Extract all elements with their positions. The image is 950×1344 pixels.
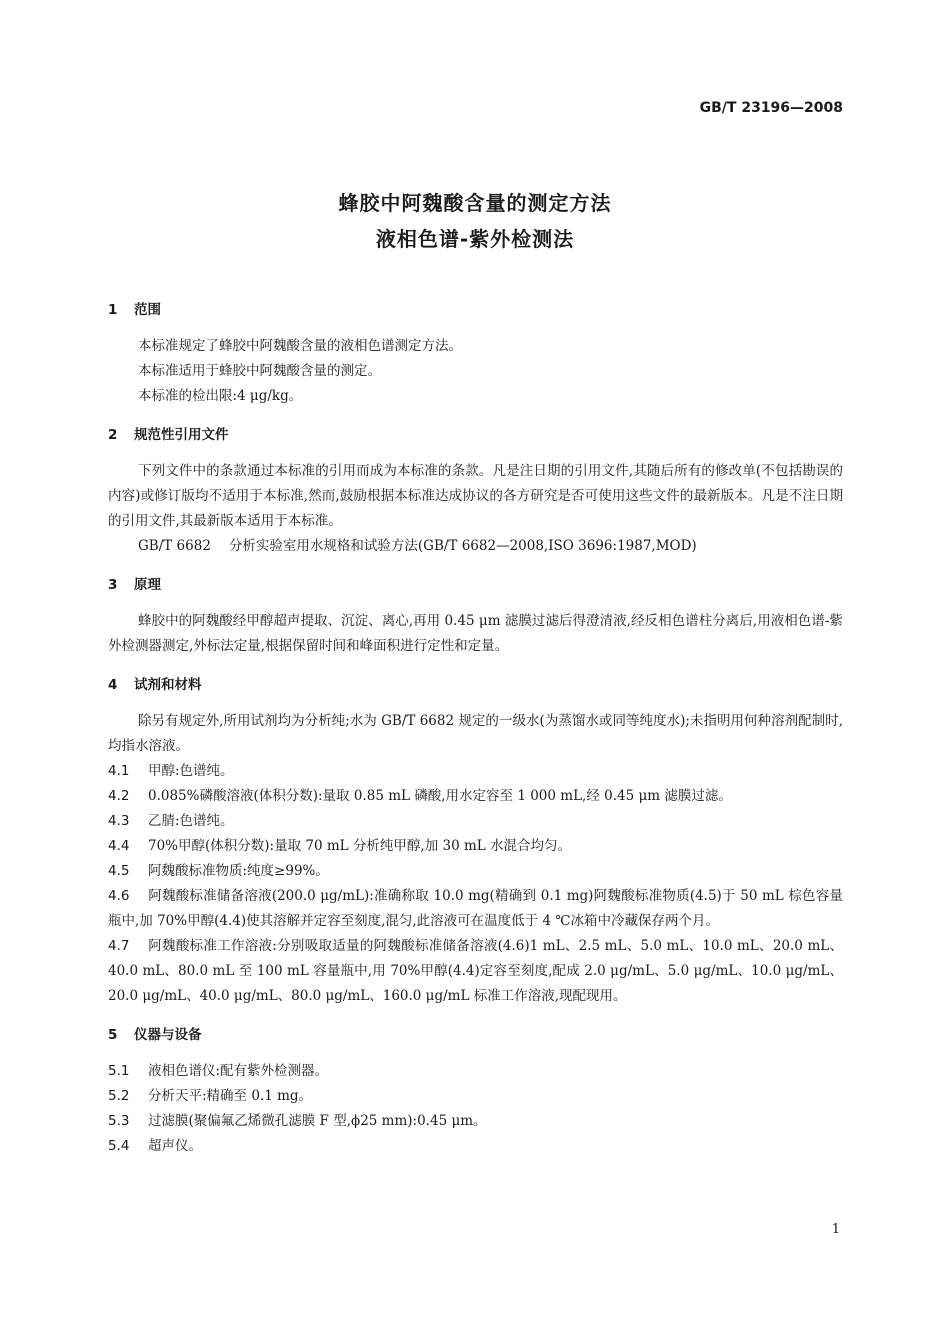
section-heading-reagents	[108, 673, 843, 698]
clause-item	[108, 934, 843, 1009]
section-heading-references	[108, 423, 843, 448]
section-number: 5	[108, 1027, 118, 1043]
clause-text: 0.085%磷酸溶液(体积分数):量取 0.85 mL 磷酸,用水定容至 1 000 mL,经 0.45 μm 滤膜过滤。	[148, 788, 732, 804]
reference-title: 分析实验室用水规格和试验方法(GB/T 6682—2008,ISO 3696:1987,MOD)	[228, 538, 697, 554]
clause-number: 5.3	[108, 1113, 130, 1129]
clause-text: 乙腈:色谱纯。	[148, 813, 234, 829]
clause-item	[108, 1109, 843, 1134]
clause-number: 4.6	[108, 888, 130, 904]
section-title: 规范性引用文件	[134, 427, 229, 443]
clause-item	[108, 809, 843, 834]
clause-text: 70%甲醇(体积分数):量取 70 mL 分析纯甲醇,加 30 mL 水混合均匀。	[148, 838, 572, 854]
reference-code: GB/T 6682	[138, 538, 211, 554]
document-subtitle: 液相色谱-紫外检测法	[375, 227, 575, 251]
document-body	[108, 298, 843, 1159]
clause-number: 4.7	[108, 938, 130, 954]
page-number: 1	[831, 1222, 840, 1237]
section-heading-apparatus	[108, 1023, 843, 1048]
section-title: 试剂和材料	[134, 677, 202, 693]
clause-number: 5.2	[108, 1088, 130, 1104]
clause-item	[108, 834, 843, 859]
clause-text: 阿魏酸标准储备溶液(200.0 μg/mL):准确称取 10.0 mg(精确到 0.1 mg)阿魏酸标准物质(4.5)于 50 mL 棕色容量瓶中,加 70%甲醇(4.4)使其溶解并定容至刻度,混匀,此溶液可在温度低于 4 ℃冰箱中冷藏保存两个月。	[108, 888, 843, 929]
section-title: 范围	[134, 302, 161, 318]
paragraph: 本标准规定了蜂胶中阿魏酸含量的液相色谱测定方法。	[138, 338, 462, 354]
section-number: 1	[108, 302, 118, 318]
paragraph: 下列文件中的条款通过本标准的引用而成为本标准的条款。凡是注日期的引用文件,其随后所有的修改单(不包括勘误的内容)或修订版均不适用于本标准,然而,鼓励根据本标准达成协议的各方研究是否可使用这些文件的最新版本。凡是不注日期的引用文件,其最新版本适用于本标准。	[108, 463, 843, 529]
document-title: 蜂胶中阿魏酸含量的测定方法	[338, 191, 612, 215]
paragraph: 本标准的检出限:4 μg/kg。	[138, 388, 303, 404]
clause-text: 液相色谱仪:配有紫外检测器。	[148, 1063, 329, 1079]
section-heading-scope	[108, 298, 843, 323]
clause-text: 过滤膜(聚偏氟乙烯微孔滤膜 F 型,ϕ25 mm):0.45 μm。	[148, 1113, 487, 1129]
clause-item	[108, 759, 843, 784]
clause-text: 阿魏酸标准物质:纯度≥99%。	[148, 863, 329, 879]
paragraph: 蜂胶中的阿魏酸经甲醇超声提取、沉淀、离心,再用 0.45 μm 滤膜过滤后得澄清液,经反相色谱柱分离后,用液相色谱-紫外检测器测定,外标法定量,根据保留时间和峰面积进行定性和定量。	[108, 613, 843, 654]
clause-text: 超声仪。	[148, 1138, 202, 1154]
reference-entry	[108, 534, 843, 559]
paragraph: 除另有规定外,所用试剂均为分析纯;水为 GB/T 6682 规定的一级水(为蒸馏水或同等纯度水);未指明用何种溶剂配制时,均指水溶液。	[108, 713, 843, 754]
clause-text: 分析天平:精确至 0.1 mg。	[148, 1088, 313, 1104]
clause-item	[108, 859, 843, 884]
section-title: 仪器与设备	[134, 1027, 202, 1043]
clause-number: 4.4	[108, 838, 130, 854]
clause-item	[108, 884, 843, 934]
clause-text: 甲醇:色谱纯。	[148, 763, 234, 779]
clause-number: 4.3	[108, 813, 130, 829]
section-number: 4	[108, 677, 118, 693]
clause-number: 5.1	[108, 1063, 130, 1079]
section-number: 2	[108, 427, 118, 443]
clause-number: 4.1	[108, 763, 130, 779]
clause-item	[108, 784, 843, 809]
clause-item	[108, 1084, 843, 1109]
section-title: 原理	[134, 577, 161, 593]
section-heading-principle	[108, 573, 843, 598]
clause-item	[108, 1134, 843, 1159]
section-number: 3	[108, 577, 118, 593]
clause-number: 4.2	[108, 788, 130, 804]
standard-code: GB/T 23196—2008	[699, 100, 843, 116]
clause-text: 阿魏酸标准工作溶液:分别吸取适量的阿魏酸标准储备溶液(4.6)1 mL、2.5 mL、5.0 mL、10.0 mL、20.0 mL、40.0 mL、80.0 mL 至 100 mL 容量瓶中,用 70%甲醇(4.4)定容至刻度,配成 2.0 μg/mL、5.0 μg/mL、10.0 μg/mL、20.0 μg/mL、40.0 μg/mL、80.0 μg/mL、160.0 μg/mL 标准工作溶液,现配现用。	[108, 938, 843, 1004]
clause-item	[108, 1059, 843, 1084]
paragraph: 本标准适用于蜂胶中阿魏酸含量的测定。	[138, 363, 381, 379]
clause-number: 4.5	[108, 863, 130, 879]
clause-number: 5.4	[108, 1138, 130, 1154]
